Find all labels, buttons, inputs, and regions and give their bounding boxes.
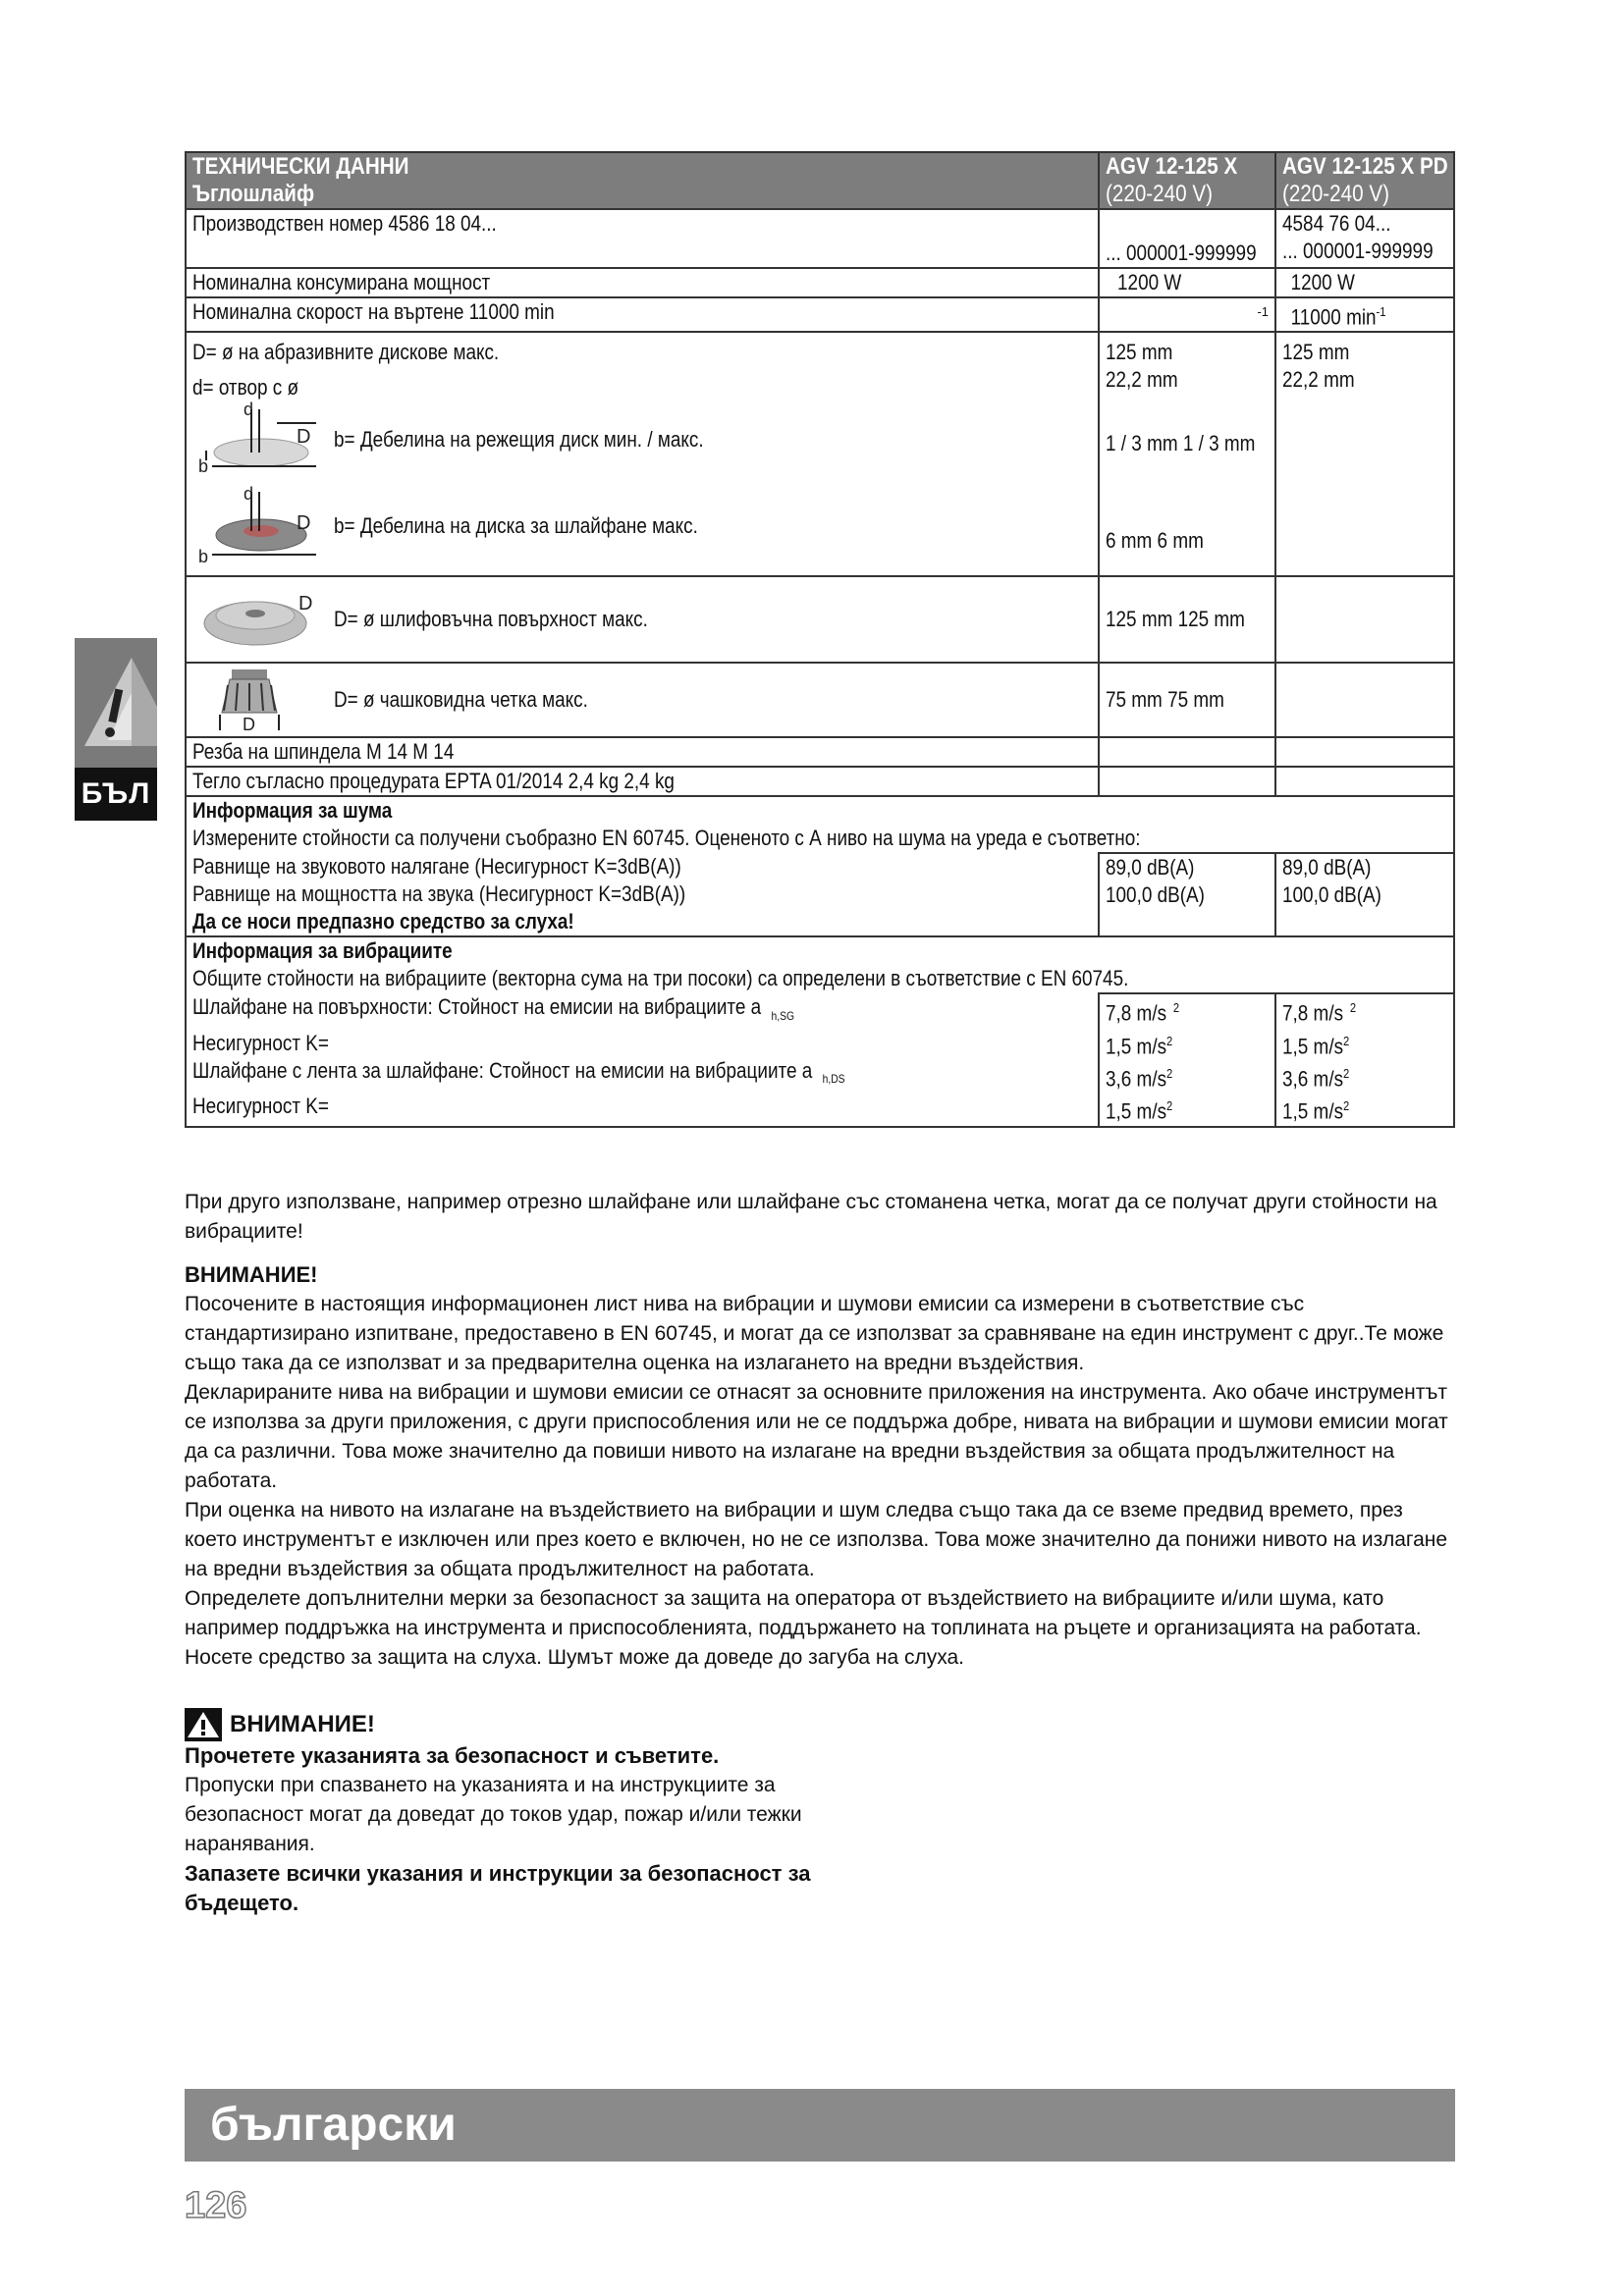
table-row xyxy=(186,268,1454,297)
model1-header xyxy=(1099,152,1275,209)
production-number-label: Производствен номер 4586 18 04... xyxy=(192,211,497,236)
belt-grinding-sub: h,DS xyxy=(822,1072,845,1087)
warning-triangle-icon xyxy=(75,638,157,768)
belt-grinding-label: Шлайфане с лента за шлайфане: Стойност на емисии на вибрациите a xyxy=(192,1057,813,1083)
warning-heading: ВНИМАНИЕ! xyxy=(230,1711,375,1737)
sound-power-v2: 100,0 dB(A) xyxy=(1282,882,1381,908)
surface-grinding-sub: h,SG xyxy=(771,1008,795,1023)
paragraph-1: Посочените в настоящия информационен лист нива на вибрации и шумови емисии са измерени в съответствие със стандартизирано изпитване, предоставено в EN 60745, и могат да се използват за сравняване на един инструмент с друг..Те може също така да се използват и за предварителна оценка на излагането на вредни въздействия. xyxy=(185,1293,1444,1374)
model2-name: AGV 12-125 X PD xyxy=(1282,153,1448,180)
rated-speed-v2: 11000 min xyxy=(1290,304,1377,330)
rated-power-label: Номинална консумирана мощност xyxy=(192,270,491,294)
cup-brush-icon xyxy=(192,666,320,734)
noise-section-row xyxy=(186,796,1454,853)
table-subtitle: Ъглошлайф xyxy=(192,181,315,207)
disc-diameter-v2: 125 mm xyxy=(1282,340,1350,365)
production-number-v2-line2: ... 000001-999999 xyxy=(1282,239,1434,263)
uncertainty-2-v2: 1,5 m/s xyxy=(1282,1098,1344,1124)
warning-icon xyxy=(185,1708,222,1741)
unc1-v1-sq: 2 xyxy=(1166,1033,1173,1048)
unc2-v1-sq: 2 xyxy=(1166,1098,1173,1114)
bore-v2: 22,2 mm xyxy=(1282,367,1355,393)
table-row xyxy=(186,576,1454,663)
technical-data-table xyxy=(185,151,1455,1128)
model1-name: AGV 12-125 X xyxy=(1106,153,1238,180)
rated-power-v2: 1200 W xyxy=(1290,270,1355,294)
bore-label: d= отвор с ø xyxy=(192,375,299,400)
bore-v1: 22,2 mm xyxy=(1106,367,1178,393)
cutting-disc-icon xyxy=(192,401,320,478)
table-header-row xyxy=(186,152,1454,209)
svg-text:D: D xyxy=(298,593,313,615)
svg-text:b: b xyxy=(198,456,209,477)
cut-thickness-v1: 1 / 3 mm 1 / 3 mm xyxy=(1106,431,1256,456)
unc2-v2-sq: 2 xyxy=(1343,1098,1350,1114)
belt-grinding-v1: 3,6 m/s xyxy=(1106,1066,1167,1092)
table-row xyxy=(186,486,1454,576)
uncertainty-1-label: Несигурност K= xyxy=(192,1030,329,1055)
belt-v2-sq: 2 xyxy=(1343,1065,1350,1081)
uncertainty-2-label: Несигурност K= xyxy=(192,1094,329,1119)
uncertainty-1-v1: 1,5 m/s xyxy=(1106,1033,1167,1058)
surface-grinding-v1: 7,8 m/s xyxy=(1106,1000,1167,1026)
other-use-note: При друго използване, например отрезно шлайфане или шлайфане със стоманена четка, могат да се получат други стойности на вибрациите! xyxy=(185,1191,1437,1243)
vibration-values-row xyxy=(186,993,1454,1126)
surface-v2-sq: 2 xyxy=(1349,1000,1357,1016)
warning-body: Пропуски при спазването на указанията и на инструкциите за безопасност могат да доведат до токов удар, пожар и/или тежки наранявания. xyxy=(185,1774,802,1855)
vibration-title: Информация за вибрациите xyxy=(192,938,453,964)
grind-thickness-label: b= Дебелина на диска за шлайфане макс. xyxy=(334,513,698,539)
model2-voltage: (220-240 V) xyxy=(1282,181,1390,207)
svg-text:d: d xyxy=(244,401,254,420)
disc-diameter-label: D= ø на абразивните дискове макс. xyxy=(192,340,500,365)
table-row xyxy=(186,767,1454,796)
noise-values-row xyxy=(186,853,1454,936)
grind-thickness-v1: 6 mm 6 mm xyxy=(1106,527,1204,553)
paragraph-2: Декларираните нива на вибрации и шумови емисии се отнасят за основните приложения на инструмента. Ако обаче инструментът се използва за други приложения, с други приспособления или не се поддържа добре, нивата на вибрации и шумови емисии могат да са различни. Това може значително да повиши нивото на излагане на вредни въздействия за общата продължителност на работата. xyxy=(185,1381,1448,1492)
model2-header xyxy=(1275,152,1454,209)
table-title: ТЕХНИЧЕСКИ ДАННИ xyxy=(192,153,409,180)
rated-speed-label: Номинална скорост на въртене 11000 min xyxy=(192,299,555,324)
sound-pressure-v1: 89,0 dB(A) xyxy=(1106,855,1195,881)
disc-diameter-v1: 125 mm xyxy=(1106,340,1173,365)
flap-disc-icon xyxy=(192,580,320,659)
safety-warning-block xyxy=(185,1708,823,1918)
svg-text:D: D xyxy=(297,426,311,449)
noise-title: Информация за шума xyxy=(192,798,393,824)
spindle-thread-label: Резба на шпиндела M 14 M 14 xyxy=(192,739,455,765)
rated-speed-v1-sup: -1 xyxy=(1257,304,1269,319)
belt-grinding-v2: 3,6 m/s xyxy=(1282,1066,1344,1092)
table-row xyxy=(186,401,1454,486)
table-header-title-cell xyxy=(186,152,1099,209)
svg-text:D: D xyxy=(243,715,255,735)
surface-v1-sq: 2 xyxy=(1172,1000,1180,1016)
svg-text:d: d xyxy=(244,486,254,505)
belt-v1-sq: 2 xyxy=(1166,1065,1173,1081)
table-row xyxy=(186,209,1454,268)
vibration-intro: Общите стойности на вибрациите (векторна сума на три посоки) са определени в съответствие с EN 60745. xyxy=(192,966,1129,991)
noise-intro: Измерените стойности са получени съобразно EN 60745. Оцененото с А ниво на шума на уреда е съответно: xyxy=(192,826,1141,851)
warning-subheading: Прочетете указанията за безопасност и съветите. xyxy=(185,1743,720,1768)
language-side-tab xyxy=(75,638,157,821)
sound-power-label: Равнище на мощността на звука (Несигурност K=3dB(A)) xyxy=(192,881,686,907)
sound-pressure-v2: 89,0 dB(A) xyxy=(1282,855,1372,881)
rated-speed-v2-sup: -1 xyxy=(1376,304,1386,319)
vibration-section-row xyxy=(186,936,1454,993)
surface-grinding-label: Шлайфане на повърхности: Стойност на емисии на вибрациите a xyxy=(192,994,762,1020)
model1-voltage: (220-240 V) xyxy=(1106,181,1214,207)
attention-heading: ВНИМАНИЕ! xyxy=(185,1262,318,1287)
page-number: 126 xyxy=(185,2185,247,2226)
rated-power-v1: 1200 W xyxy=(1117,270,1182,294)
table-row xyxy=(186,663,1454,737)
language-code: БЪЛ xyxy=(75,768,157,821)
warning-keep-instructions: Запазете всички указания и инструкции за безопасност за бъдещето. xyxy=(185,1861,811,1915)
table-row xyxy=(186,332,1454,401)
production-number-v1: ... 000001-999999 xyxy=(1106,240,1257,265)
uncertainty-2-v1: 1,5 m/s xyxy=(1106,1098,1167,1124)
sound-pressure-label: Равнище на звуковото налягане (Несигурност K=3dB(A)) xyxy=(192,854,681,880)
hearing-protection-note: Да се носи предпазно средство за слуха! xyxy=(192,909,574,934)
vibration-notes-text xyxy=(185,1188,1456,1673)
grinding-disc-icon xyxy=(192,486,320,566)
surface-grinding-v2: 7,8 m/s xyxy=(1282,1000,1344,1026)
warning-tab-graphic xyxy=(75,638,157,768)
cup-brush-v1: 75 mm 75 mm xyxy=(1106,687,1224,713)
paragraph-4: Определете допълнителни мерки за безопасност за защита на оператора от въздействието на вибрациите и/или шума, като например поддръжка на инструмента и приспособленията, поддържането на топлината на ръцете и организацията на работата. Носете средство за защита на слуха. Шумът може да доведе до загуба на слуха. xyxy=(185,1587,1422,1669)
unc1-v2-sq: 2 xyxy=(1343,1033,1350,1048)
cut-thickness-label: b= Дебелина на режещия диск мин. / макс. xyxy=(334,427,704,453)
svg-text:D: D xyxy=(297,512,311,535)
grind-surface-label: D= ø шлифовъчна повърхност макс. xyxy=(334,607,648,632)
language-footer-bar: български xyxy=(185,2089,1455,2162)
weight-label: Тегло съгласно процедурата EPTA 01/2014 2,4 kg 2,4 kg xyxy=(192,769,675,794)
table-row xyxy=(186,297,1454,332)
paragraph-3: При оценка на нивото на излагане на въздействието на вибрации и шум следва също така да се вземе предвид времето, през което инструментът е изключен или през което е включен, но не се използва. Това може значително да понижи нивото на излагане на вредни въздействия за общата продължителност на работата. xyxy=(185,1499,1448,1580)
uncertainty-1-v2: 1,5 m/s xyxy=(1282,1033,1344,1058)
sound-power-v1: 100,0 dB(A) xyxy=(1106,882,1205,908)
svg-text:b: b xyxy=(198,547,209,567)
grind-surface-v1: 125 mm 125 mm xyxy=(1106,607,1245,632)
table-row xyxy=(186,737,1454,767)
production-number-v2-line1: 4584 76 04... xyxy=(1282,211,1391,236)
cup-brush-label: D= ø чашковидна четка макс. xyxy=(334,687,588,713)
